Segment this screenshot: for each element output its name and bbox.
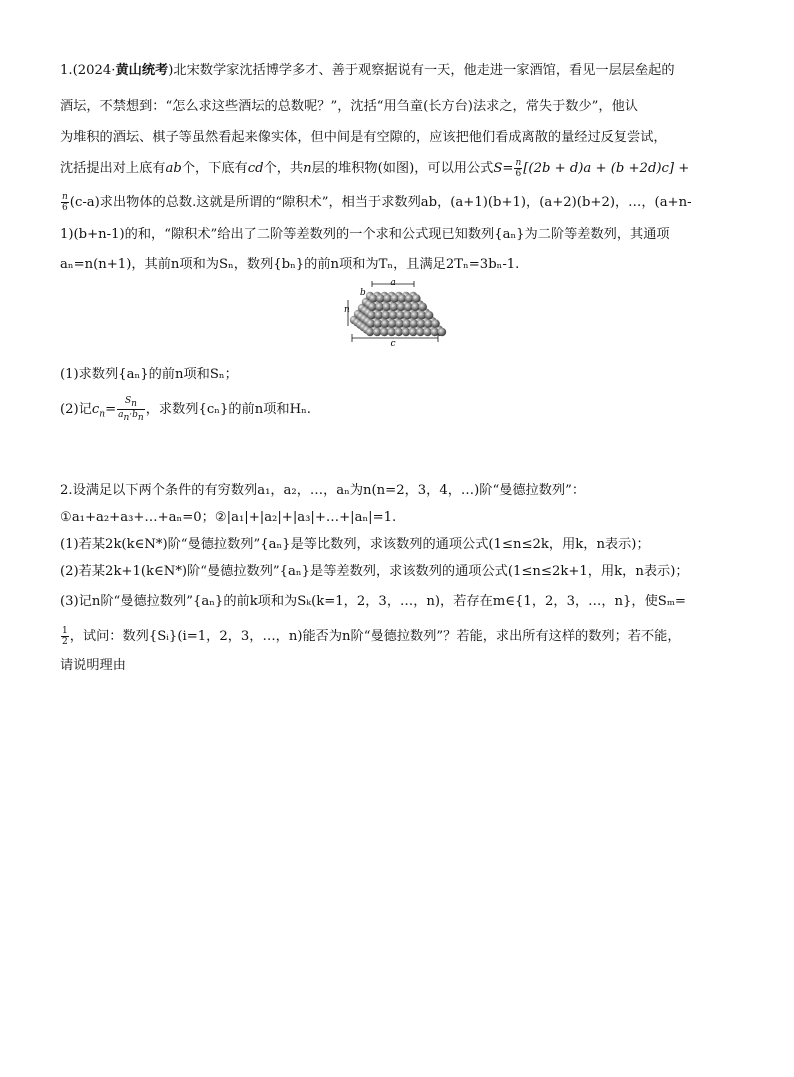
formula-s: S xyxy=(493,161,503,176)
sphere xyxy=(367,319,375,327)
problem1-line1 xyxy=(60,62,675,80)
sphere xyxy=(380,328,388,336)
sphere xyxy=(369,294,377,302)
problem2-line2: ①a₁+a₂+a₃+…+aₙ=0；②|a₁|+|a₂|+|a₃|+…+|aₙ|=1. xyxy=(60,510,397,525)
formula-main: [(2b + d)a + (b +2d)c] + xyxy=(523,161,690,176)
sphere xyxy=(391,294,399,302)
sphere xyxy=(381,319,389,327)
label-c: c xyxy=(390,339,396,346)
sphere xyxy=(416,328,424,336)
problem1-line5 xyxy=(60,192,692,213)
sphere xyxy=(431,328,439,336)
sphere xyxy=(410,319,418,327)
problem1-line2: 酒坛，不禁想到：“怎么求这些酒坛的总数呢？”，沈括“用刍童(长方台)法求之，常失于数少”，他认 xyxy=(60,99,638,114)
sphere xyxy=(382,311,390,319)
line5-text: (c-a)求出物体的总数.这就是所谓的“隙积术”，相当于求数列ab，(a+1)(b+1)，(a+2)(b+2)，…，(a+n- xyxy=(69,195,692,210)
sphere xyxy=(397,303,405,311)
problem1-question2: (2)记$c_n=$ $\frac{S_n}{a_n\cdot b_n}$ ，求数列{cₙ}的前n项和Hₙ. xyxy=(60,396,311,423)
sphere xyxy=(418,311,426,319)
fraction-n-over-6-second: $\frac{n}{6}$ xyxy=(62,192,68,213)
problem2-line6 xyxy=(60,626,681,647)
sphere xyxy=(423,328,431,336)
sphere xyxy=(402,328,410,336)
sphere xyxy=(374,319,382,327)
line4-part-d: 层的堆积物(如图)，可以用公式 xyxy=(311,161,494,176)
sphere xyxy=(431,319,439,327)
sphere xyxy=(411,311,419,319)
sphere xyxy=(419,303,427,311)
sphere xyxy=(395,319,403,327)
sphere xyxy=(367,311,375,319)
sphere xyxy=(424,319,432,327)
var-c-n: $c_n$ xyxy=(91,401,106,420)
problem1-line4: 沈括提出对上底有ab个，下底有cd个，共n层的堆积物(如图)，可以用公式S= $\frac{n}{6}$ [(2b + d)a + (b +2d)c] + xyxy=(60,158,690,179)
fraction-s-over-ab: $\frac{S_n}{a_n\cdot b_n}$ xyxy=(118,396,144,423)
label-n: n xyxy=(344,305,350,315)
sphere xyxy=(387,328,395,336)
problem2-line7: 请说明理由 xyxy=(60,658,126,673)
source-suffix: ) xyxy=(168,63,174,78)
var-cd: cd xyxy=(247,161,264,176)
sphere xyxy=(409,328,417,336)
problem1-question1: (1)求数列{aₙ}的前n项和Sₙ； xyxy=(60,367,238,382)
sphere xyxy=(375,303,383,311)
problem2-line5: (3)记n阶“曼德拉数列”{aₙ}的前k项和为Sₖ(k=1，2，3，…，n)，若存在m∈{1，2，3，…，n}，使Sₘ= xyxy=(60,594,686,609)
sphere xyxy=(368,303,376,311)
var-ab: ab xyxy=(165,161,182,176)
spheres-diagram xyxy=(334,276,460,346)
sphere xyxy=(375,311,383,319)
sphere xyxy=(396,311,404,319)
problem1-line7: aₙ=n(n+1)，其前n项和为Sₙ，数列{bₙ}的前n项和为Tₙ，且满足2Tₙ=3bₙ-1. xyxy=(60,257,520,272)
problem1-line6: 1)(b+n-1)的和，“隙积术”给出了二阶等差数列的一个求和公式现已知数列{aₙ}为二阶等差数列，其通项 xyxy=(60,227,670,242)
sphere xyxy=(383,303,391,311)
sphere xyxy=(403,311,411,319)
sphere xyxy=(366,328,374,336)
q2-part-b: ，求数列{cₙ}的前n项和Hₙ. xyxy=(145,401,311,417)
label-b: b xyxy=(360,288,366,298)
source-prefix: (2024· xyxy=(72,63,116,78)
problem1-line3: 为堆积的酒坛、棋子等虽然看起来像实体，但中间是有空隙的，应该把他们看成离散的量经过反复尝试， xyxy=(60,130,667,145)
sphere xyxy=(389,311,397,319)
line4-part-b: 个，下底有 xyxy=(181,161,248,176)
line4-part-a: 沈括提出对上底有 xyxy=(60,161,166,176)
problem2-line4: (2)若某2k+1(k∈N*)阶“曼德拉数列”{aₙ}是等差数列，求该数列的通项公式(1≤n≤2k+1，用k，n表示)； xyxy=(60,564,689,579)
sphere xyxy=(376,294,384,302)
line4-part-c: 个，共 xyxy=(263,161,304,176)
source-label: 黄山统考 xyxy=(115,63,169,78)
problem2-line3: (1)若某2k(k∈N*)阶“曼德拉数列”{aₙ}是等比数列，求该数列的通项公式(1≤n≤2k，用k，n表示)； xyxy=(60,537,650,552)
var-n: n xyxy=(303,161,312,176)
sphere xyxy=(390,303,398,311)
sphere xyxy=(438,328,446,336)
label-a: a xyxy=(390,278,396,288)
sphere xyxy=(417,319,425,327)
problem2-line1: 2.设满足以下两个条件的有穷数列a₁，a₂，…，aₙ为n(n=2，3，4，…)阶“曼德拉数列”： xyxy=(60,483,586,498)
stacked-spheres-figure xyxy=(334,276,460,346)
line6-text: ，试问：数列{Sᵢ}(i=1，2，3，…，n)能否为n阶“曼德拉数列”？若能，求出所有这样的数列；若不能， xyxy=(69,629,681,644)
sphere xyxy=(425,311,433,319)
q2-part-a: (2)记 xyxy=(60,401,92,417)
problem1-text1: 北宋数学家沈括博学多才、善于观察据说有一天，他走进一家酒馆，看见一层层垒起的 xyxy=(173,63,675,78)
sphere xyxy=(404,303,412,311)
sphere xyxy=(388,319,396,327)
sphere xyxy=(403,319,411,327)
sphere xyxy=(405,294,413,302)
sphere xyxy=(395,328,403,336)
fraction-one-half: $\frac{1}{2}$ xyxy=(62,626,68,647)
fraction-n-over-6: $\frac{n}{6}$ xyxy=(515,158,522,179)
sphere-pile xyxy=(350,292,446,336)
sphere xyxy=(373,328,381,336)
sphere xyxy=(383,294,391,302)
sphere xyxy=(412,294,420,302)
sphere xyxy=(398,294,406,302)
problem1-number: 1. xyxy=(60,63,73,78)
sphere xyxy=(411,303,419,311)
